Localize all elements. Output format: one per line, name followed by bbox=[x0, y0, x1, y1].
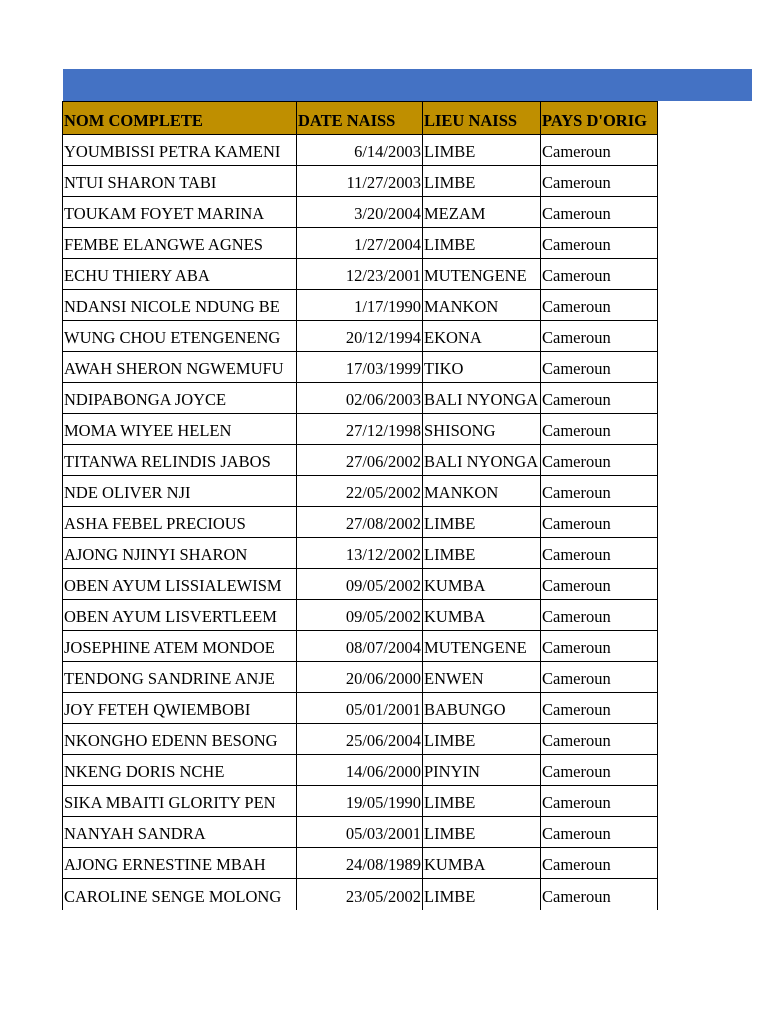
students-table bbox=[62, 101, 658, 910]
cell-lieu[interactable]: ENWEN bbox=[423, 662, 541, 693]
cell-lieu[interactable]: KUMBA bbox=[423, 848, 541, 879]
cell-lieu[interactable]: LIMBE bbox=[423, 879, 541, 910]
cell-name[interactable]: JOSEPHINE ATEM MONDOE bbox=[63, 631, 297, 662]
header-pays-orig: PAYS D'ORIG bbox=[541, 102, 658, 135]
table-row bbox=[63, 135, 658, 166]
cell-pays[interactable]: Cameroun bbox=[541, 414, 658, 445]
cell-date[interactable]: 20/12/1994 bbox=[297, 321, 423, 352]
cell-lieu[interactable]: SHISONG bbox=[423, 414, 541, 445]
cell-pays[interactable]: Cameroun bbox=[541, 724, 658, 755]
table-row bbox=[63, 507, 658, 538]
cell-pays[interactable]: Cameroun bbox=[541, 290, 658, 321]
table-row bbox=[63, 879, 658, 910]
cell-name[interactable]: TENDONG SANDRINE ANJE bbox=[63, 662, 297, 693]
cell-lieu[interactable]: LIMBE bbox=[423, 228, 541, 259]
table-row bbox=[63, 259, 658, 290]
cell-name[interactable]: ASHA FEBEL PRECIOUS bbox=[63, 507, 297, 538]
cell-name[interactable]: TOUKAM FOYET MARINA bbox=[63, 197, 297, 228]
table-row bbox=[63, 817, 658, 848]
cell-name[interactable]: NDANSI NICOLE NDUNG BE bbox=[63, 290, 297, 321]
cell-name[interactable]: AWAH SHERON NGWEMUFU bbox=[63, 352, 297, 383]
table-row bbox=[63, 476, 658, 507]
cell-lieu[interactable]: EKONA bbox=[423, 321, 541, 352]
cell-pays[interactable]: Cameroun bbox=[541, 166, 658, 197]
cell-name[interactable]: NANYAH SANDRA bbox=[63, 817, 297, 848]
cell-pays[interactable]: Cameroun bbox=[541, 693, 658, 724]
cell-date[interactable]: 17/03/1999 bbox=[297, 352, 423, 383]
cell-pays[interactable]: Cameroun bbox=[541, 445, 658, 476]
cell-name[interactable]: NTUI SHARON TABI bbox=[63, 166, 297, 197]
cell-lieu[interactable]: BABUNGO bbox=[423, 693, 541, 724]
cell-lieu[interactable]: LIMBE bbox=[423, 538, 541, 569]
cell-date[interactable]: 05/03/2001 bbox=[297, 817, 423, 848]
cell-pays[interactable]: Cameroun bbox=[541, 786, 658, 817]
cell-pays[interactable]: Cameroun bbox=[541, 879, 658, 910]
table-header-row bbox=[63, 102, 658, 135]
cell-pays[interactable]: Cameroun bbox=[541, 228, 658, 259]
table-row bbox=[63, 631, 658, 662]
cell-name[interactable]: WUNG CHOU ETENGENENG bbox=[63, 321, 297, 352]
table-row bbox=[63, 166, 658, 197]
header-lieu-naiss: LIEU NAISS bbox=[423, 102, 541, 135]
cell-pays[interactable]: Cameroun bbox=[541, 197, 658, 228]
cell-date[interactable]: 08/07/2004 bbox=[297, 631, 423, 662]
cell-date[interactable]: 24/08/1989 bbox=[297, 848, 423, 879]
cell-name[interactable]: AJONG ERNESTINE MBAH bbox=[63, 848, 297, 879]
table-row bbox=[63, 848, 658, 879]
table-row bbox=[63, 414, 658, 445]
cell-name[interactable]: SIKA MBAITI GLORITY PEN bbox=[63, 786, 297, 817]
cell-date[interactable]: 27/12/1998 bbox=[297, 414, 423, 445]
cell-lieu[interactable]: MANKON bbox=[423, 476, 541, 507]
cell-name[interactable]: ECHU THIERY ABA bbox=[63, 259, 297, 290]
header-band bbox=[63, 69, 752, 101]
cell-lieu[interactable]: LIMBE bbox=[423, 166, 541, 197]
cell-pays[interactable]: Cameroun bbox=[541, 848, 658, 879]
table-row bbox=[63, 290, 658, 321]
cell-date[interactable]: 12/23/2001 bbox=[297, 259, 423, 290]
cell-lieu[interactable]: LIMBE bbox=[423, 507, 541, 538]
cell-lieu[interactable]: MUTENGENE bbox=[423, 259, 541, 290]
cell-name[interactable]: OBEN AYUM LISSIALEWISM bbox=[63, 569, 297, 600]
cell-date[interactable]: 09/05/2002 bbox=[297, 569, 423, 600]
cell-lieu[interactable]: MANKON bbox=[423, 290, 541, 321]
cell-name[interactable]: NKENG DORIS NCHE bbox=[63, 755, 297, 786]
cell-name[interactable]: AJONG NJINYI SHARON bbox=[63, 538, 297, 569]
cell-lieu[interactable]: KUMBA bbox=[423, 600, 541, 631]
table-row bbox=[63, 352, 658, 383]
cell-lieu[interactable]: LIMBE bbox=[423, 135, 541, 166]
cell-lieu[interactable]: LIMBE bbox=[423, 786, 541, 817]
table-row bbox=[63, 786, 658, 817]
header-date-naiss: DATE NAISS bbox=[297, 102, 423, 135]
table-row bbox=[63, 693, 658, 724]
cell-lieu[interactable]: LIMBE bbox=[423, 724, 541, 755]
cell-pays[interactable]: Cameroun bbox=[541, 817, 658, 848]
cell-name[interactable]: MOMA WIYEE HELEN bbox=[63, 414, 297, 445]
header-nom-complete: NOM COMPLETE bbox=[63, 102, 297, 135]
cell-pays[interactable]: Cameroun bbox=[541, 352, 658, 383]
table-body bbox=[63, 135, 658, 910]
cell-pays[interactable]: Cameroun bbox=[541, 259, 658, 290]
cell-pays[interactable]: Cameroun bbox=[541, 476, 658, 507]
cell-lieu[interactable]: LIMBE bbox=[423, 817, 541, 848]
cell-pays[interactable]: Cameroun bbox=[541, 569, 658, 600]
cell-name[interactable]: NDIPABONGA JOYCE bbox=[63, 383, 297, 414]
cell-pays[interactable]: Cameroun bbox=[541, 600, 658, 631]
cell-date[interactable]: 11/27/2003 bbox=[297, 166, 423, 197]
cell-date[interactable]: 19/05/1990 bbox=[297, 786, 423, 817]
table-row bbox=[63, 228, 658, 259]
cell-lieu[interactable]: MEZAM bbox=[423, 197, 541, 228]
cell-date[interactable]: 14/06/2000 bbox=[297, 755, 423, 786]
cell-name[interactable]: OBEN AYUM LISVERTLEEM bbox=[63, 600, 297, 631]
cell-lieu[interactable]: MUTENGENE bbox=[423, 631, 541, 662]
cell-pays[interactable]: Cameroun bbox=[541, 662, 658, 693]
cell-date[interactable]: 1/27/2004 bbox=[297, 228, 423, 259]
cell-pays[interactable]: Cameroun bbox=[541, 538, 658, 569]
table-row bbox=[63, 321, 658, 352]
cell-name[interactable]: JOY FETEH QWIEMBOBI bbox=[63, 693, 297, 724]
cell-name[interactable]: CAROLINE SENGE MOLONG bbox=[63, 879, 297, 910]
cell-date[interactable]: 20/06/2000 bbox=[297, 662, 423, 693]
cell-pays[interactable]: Cameroun bbox=[541, 755, 658, 786]
cell-name[interactable]: FEMBE ELANGWE AGNES bbox=[63, 228, 297, 259]
cell-lieu[interactable]: KUMBA bbox=[423, 569, 541, 600]
cell-date[interactable]: 22/05/2002 bbox=[297, 476, 423, 507]
cell-date[interactable]: 09/05/2002 bbox=[297, 600, 423, 631]
cell-lieu[interactable]: PINYIN bbox=[423, 755, 541, 786]
table-row bbox=[63, 724, 658, 755]
table-row bbox=[63, 755, 658, 786]
table-row bbox=[63, 569, 658, 600]
cell-pays[interactable]: Cameroun bbox=[541, 631, 658, 662]
cell-date[interactable]: 23/05/2002 bbox=[297, 879, 423, 910]
cell-pays[interactable]: Cameroun bbox=[541, 507, 658, 538]
cell-date[interactable]: 27/08/2002 bbox=[297, 507, 423, 538]
cell-pays[interactable]: Cameroun bbox=[541, 135, 658, 166]
table-row bbox=[63, 538, 658, 569]
table-row bbox=[63, 600, 658, 631]
cell-date[interactable]: 25/06/2004 bbox=[297, 724, 423, 755]
cell-name[interactable]: NDE OLIVER NJI bbox=[63, 476, 297, 507]
cell-name[interactable]: NKONGHO EDENN BESONG bbox=[63, 724, 297, 755]
table-row bbox=[63, 662, 658, 693]
table-row bbox=[63, 197, 658, 228]
cell-lieu[interactable]: BALI NYONGA bbox=[423, 445, 541, 476]
cell-date[interactable]: 6/14/2003 bbox=[297, 135, 423, 166]
cell-name[interactable]: YOUMBISSI PETRA KAMENI bbox=[63, 135, 297, 166]
cell-date[interactable]: 13/12/2002 bbox=[297, 538, 423, 569]
cell-lieu[interactable]: BALI NYONGA bbox=[423, 383, 541, 414]
cell-date[interactable]: 1/17/1990 bbox=[297, 290, 423, 321]
cell-lieu[interactable]: TIKO bbox=[423, 352, 541, 383]
cell-name[interactable]: TITANWA RELINDIS JABOS bbox=[63, 445, 297, 476]
cell-pays[interactable]: Cameroun bbox=[541, 321, 658, 352]
table-row bbox=[63, 445, 658, 476]
cell-pays[interactable]: Cameroun bbox=[541, 383, 658, 414]
cell-date[interactable]: 02/06/2003 bbox=[297, 383, 423, 414]
cell-date[interactable]: 3/20/2004 bbox=[297, 197, 423, 228]
cell-date[interactable]: 05/01/2001 bbox=[297, 693, 423, 724]
table-row bbox=[63, 383, 658, 414]
cell-date[interactable]: 27/06/2002 bbox=[297, 445, 423, 476]
